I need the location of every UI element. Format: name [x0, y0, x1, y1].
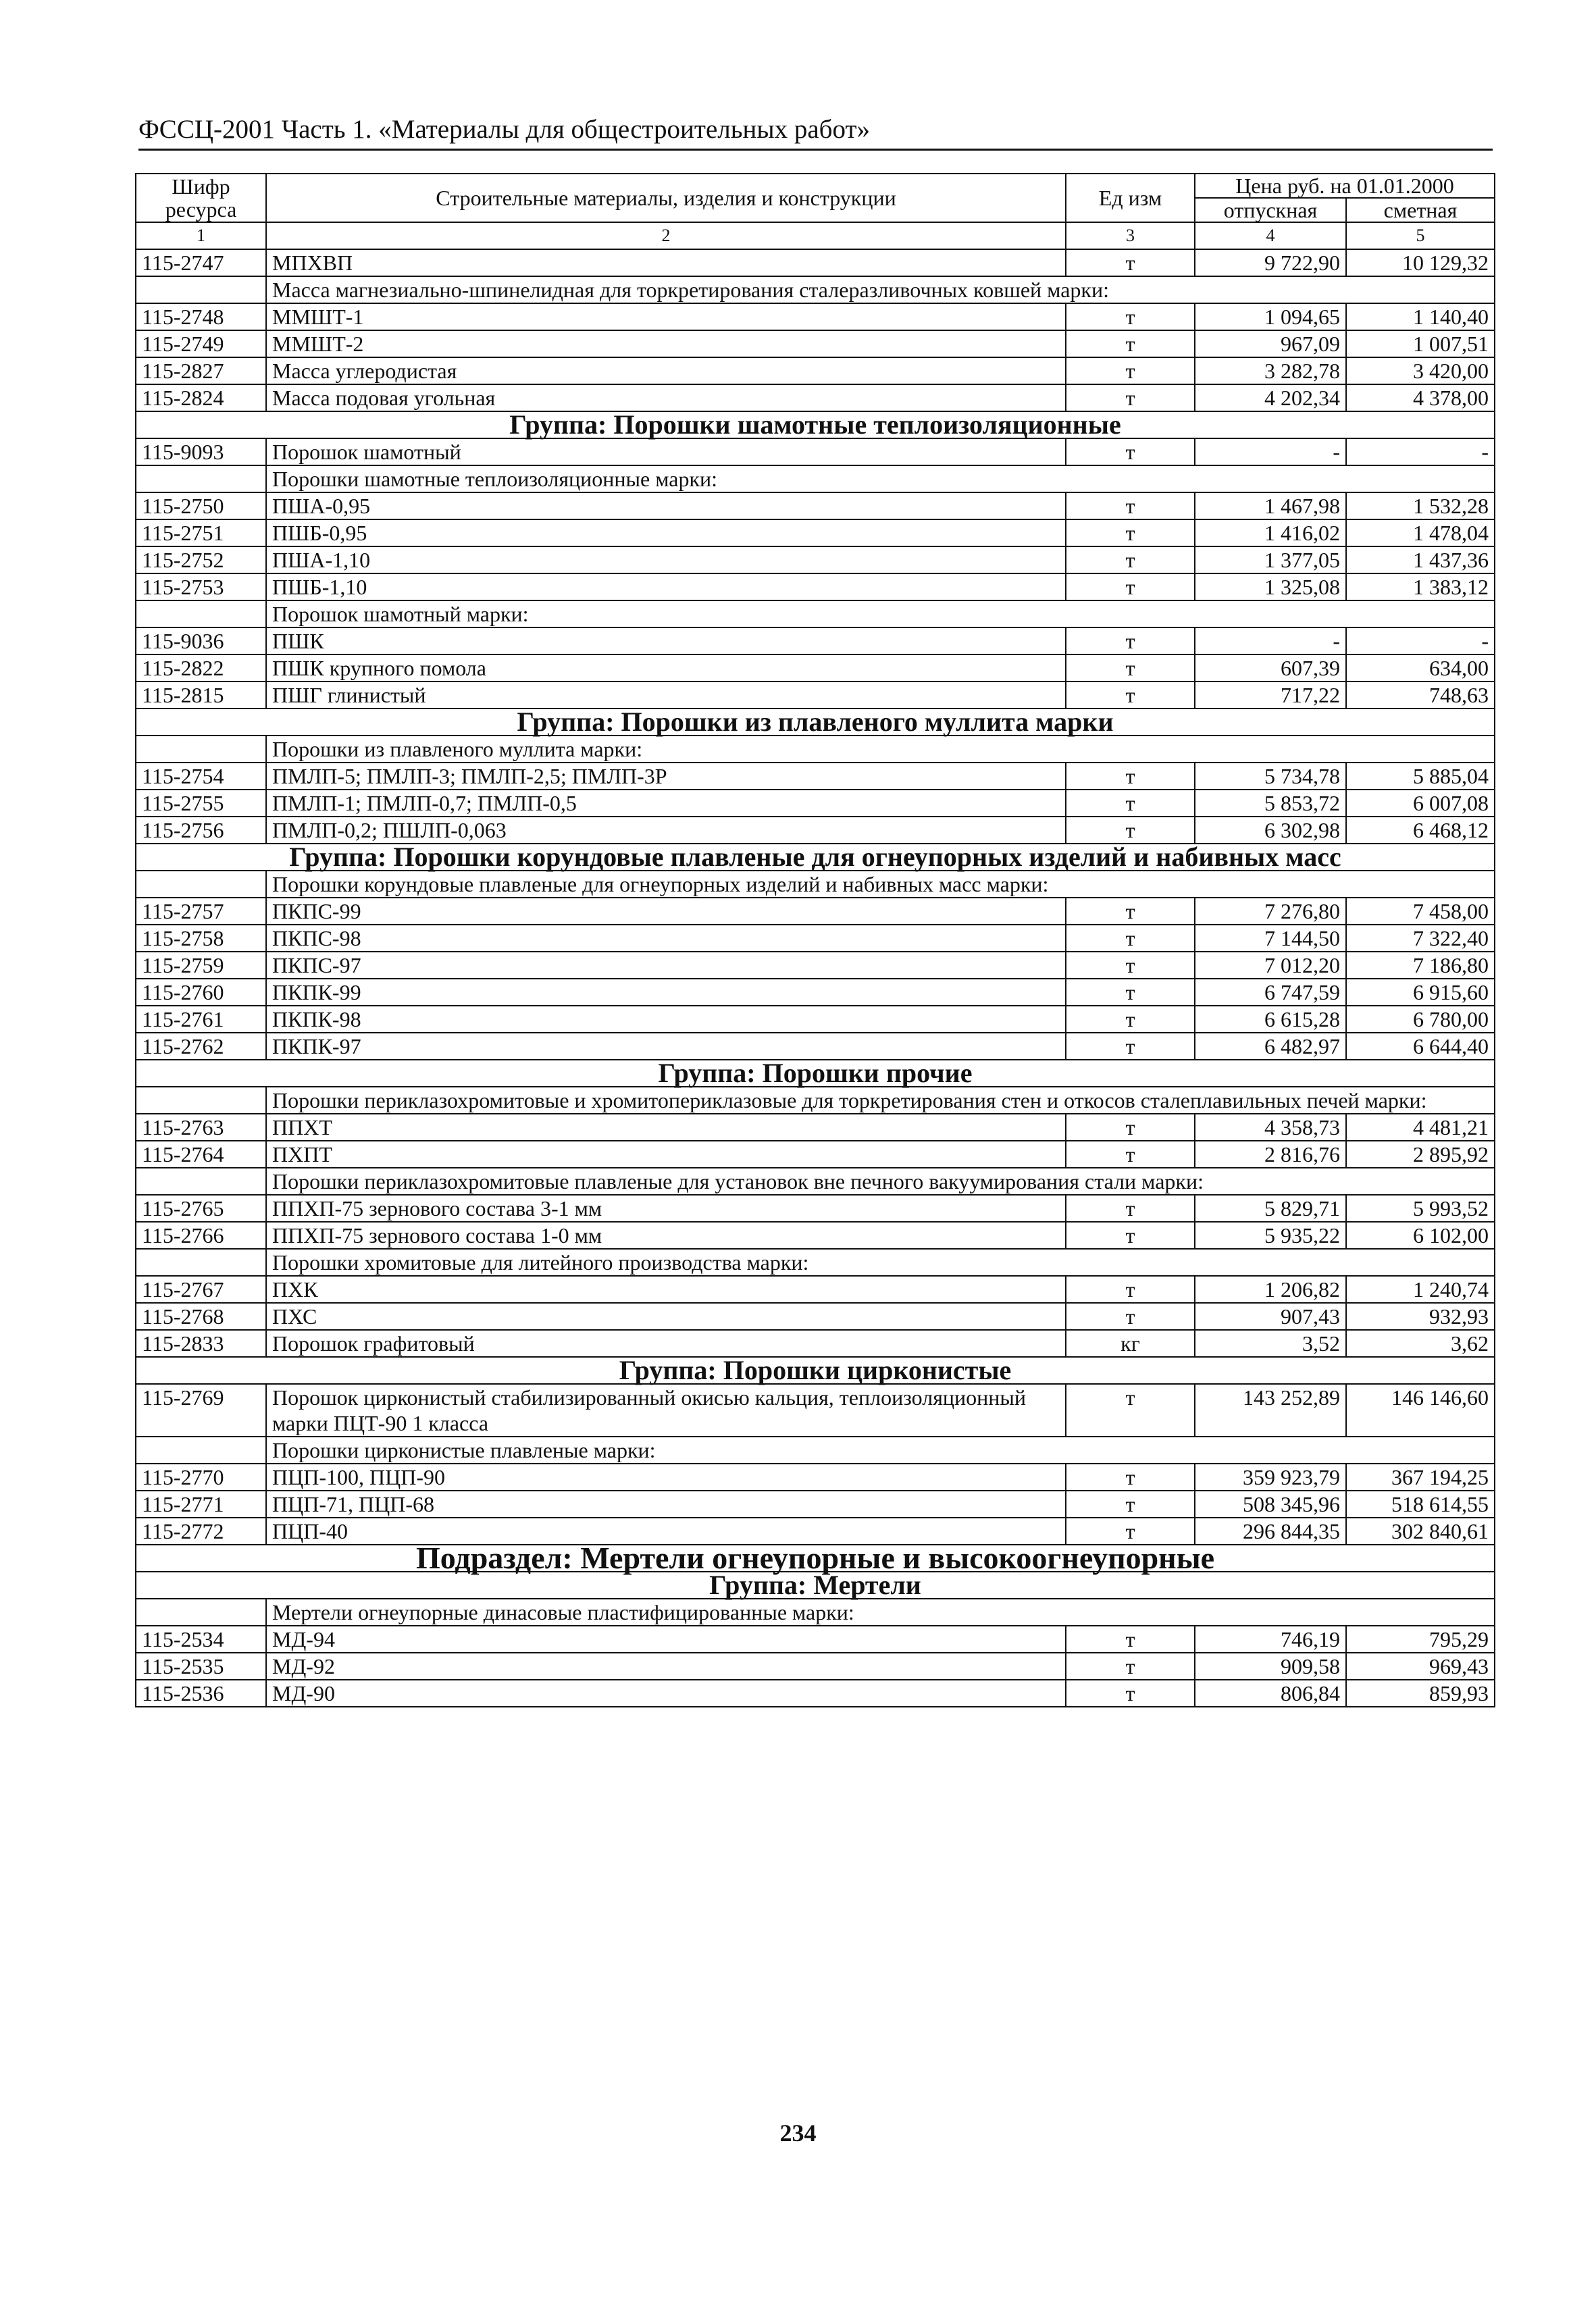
- material-name-cell: ПШБ-0,95: [266, 519, 1066, 546]
- resource-code-cell: 115-2754: [136, 763, 266, 790]
- material-name-cell: ПЦП-100, ПЦП-90: [266, 1464, 1066, 1491]
- material-name-cell: ПКПК-97: [266, 1033, 1066, 1060]
- col-header-release-price: отпускная: [1195, 198, 1346, 222]
- estimate-price-cell: 4 378,00: [1346, 384, 1495, 411]
- material-name-cell: Масса углеродистая: [266, 357, 1066, 384]
- unit-cell: т: [1066, 519, 1195, 546]
- release-price-cell: 7 012,20: [1195, 952, 1346, 979]
- estimate-price-cell: 1 007,51: [1346, 330, 1495, 357]
- note-row: [136, 871, 1495, 898]
- release-price-cell: 9 722,90: [1195, 249, 1346, 276]
- note-text: Порошки периклазохромитовые и хромитопериклазовые для торкретирования стен и откосов сталеплавильных печей марки:: [266, 1087, 1495, 1114]
- material-name-cell: Порошок цирконистый стабилизированный окисью кальция, теплоизоляционный марки ПЦТ-90 1 класса: [266, 1384, 1066, 1437]
- unit-cell: т: [1066, 925, 1195, 952]
- release-price-cell: 4 358,73: [1195, 1114, 1346, 1141]
- release-price-cell: 5 829,71: [1195, 1195, 1346, 1222]
- release-price-cell: 907,43: [1195, 1303, 1346, 1330]
- resource-code-cell: 115-2771: [136, 1491, 266, 1518]
- resource-code-cell: 115-2534: [136, 1626, 266, 1653]
- group-heading: Группа: Порошки из плавленого муллита марки: [136, 709, 1495, 736]
- release-price-cell: 143 252,89: [1195, 1384, 1346, 1437]
- empty-code-cell: [136, 1437, 266, 1464]
- table-row: [136, 952, 1495, 979]
- table-row: [136, 1464, 1495, 1491]
- group-heading: Группа: Мертели: [136, 1572, 1495, 1599]
- table-row: [136, 1626, 1495, 1653]
- material-name-cell: ППХП-75 зернового состава 1-0 мм: [266, 1222, 1066, 1249]
- unit-cell: т: [1066, 546, 1195, 573]
- table-row: [136, 1303, 1495, 1330]
- estimate-price-cell: 634,00: [1346, 654, 1495, 682]
- material-name-cell: ПХС: [266, 1303, 1066, 1330]
- release-price-cell: 1 206,82: [1195, 1276, 1346, 1303]
- material-name-cell: МД-90: [266, 1680, 1066, 1707]
- estimate-price-cell: 1 383,12: [1346, 573, 1495, 600]
- estimate-price-cell: 10 129,32: [1346, 249, 1495, 276]
- material-name-cell: ПМЛП-1; ПМЛП-0,7; ПМЛП-0,5: [266, 790, 1066, 817]
- estimate-price-cell: -: [1346, 627, 1495, 654]
- material-name-cell: ПШК: [266, 627, 1066, 654]
- estimate-price-cell: 7 186,80: [1346, 952, 1495, 979]
- group-heading: Группа: Порошки корундовые плавленые для огнеупорных изделий и набивных масс: [136, 844, 1495, 871]
- resource-code-cell: 115-2755: [136, 790, 266, 817]
- resource-code-cell: 115-2824: [136, 384, 266, 411]
- col-header-unit: Ед изм: [1066, 174, 1195, 222]
- unit-cell: т: [1066, 249, 1195, 276]
- estimate-price-cell: 367 194,25: [1346, 1464, 1495, 1491]
- group-heading: Группа: Порошки шамотные теплоизоляционные: [136, 411, 1495, 438]
- release-price-cell: 746,19: [1195, 1626, 1346, 1653]
- empty-code-cell: [136, 465, 266, 492]
- release-price-cell: 607,39: [1195, 654, 1346, 682]
- resource-code-cell: 115-2749: [136, 330, 266, 357]
- estimate-price-cell: 3,62: [1346, 1330, 1495, 1357]
- resource-code-cell: 115-2747: [136, 249, 266, 276]
- note-row: [136, 600, 1495, 627]
- note-row: [136, 1437, 1495, 1464]
- material-name-cell: ПКПС-99: [266, 898, 1066, 925]
- material-name-cell: ПКПК-98: [266, 1006, 1066, 1033]
- resource-code-cell: 115-2770: [136, 1464, 266, 1491]
- resource-code-cell: 115-2761: [136, 1006, 266, 1033]
- material-name-cell: ПКПС-98: [266, 925, 1066, 952]
- table-body: [136, 249, 1495, 1707]
- table-row: [136, 1680, 1495, 1707]
- release-price-cell: 3 282,78: [1195, 357, 1346, 384]
- table-row: [136, 1491, 1495, 1518]
- table-row: [136, 330, 1495, 357]
- note-row: [136, 1249, 1495, 1276]
- release-price-cell: 967,09: [1195, 330, 1346, 357]
- note-text: Масса магнезиально-шпинелидная для торкретирования сталеразливочных ковшей марки:: [266, 276, 1495, 303]
- release-price-cell: 7 144,50: [1195, 925, 1346, 952]
- empty-code-cell: [136, 1168, 266, 1195]
- estimate-price-cell: 932,93: [1346, 1303, 1495, 1330]
- note-row: [136, 276, 1495, 303]
- group-heading-row: [136, 411, 1495, 438]
- material-name-cell: ММШТ-2: [266, 330, 1066, 357]
- material-name-cell: МД-92: [266, 1653, 1066, 1680]
- col-header-code: Шифр ресурса: [136, 174, 266, 222]
- unit-cell: т: [1066, 682, 1195, 709]
- unit-cell: т: [1066, 303, 1195, 330]
- estimate-price-cell: 5 885,04: [1346, 763, 1495, 790]
- resource-code-cell: 115-2815: [136, 682, 266, 709]
- table-row: [136, 438, 1495, 465]
- release-price-cell: 4 202,34: [1195, 384, 1346, 411]
- table-row: [136, 627, 1495, 654]
- col-number: 3: [1066, 222, 1195, 249]
- unit-cell: кг: [1066, 1330, 1195, 1357]
- resource-code-cell: 115-2756: [136, 817, 266, 844]
- release-price-cell: 2 816,76: [1195, 1141, 1346, 1168]
- resource-code-cell: 115-2753: [136, 573, 266, 600]
- estimate-price-cell: 6 468,12: [1346, 817, 1495, 844]
- unit-cell: т: [1066, 1653, 1195, 1680]
- resource-code-cell: 115-2763: [136, 1114, 266, 1141]
- material-name-cell: Порошок графитовый: [266, 1330, 1066, 1357]
- table-row: [136, 763, 1495, 790]
- estimate-price-cell: 1 478,04: [1346, 519, 1495, 546]
- unit-cell: т: [1066, 1141, 1195, 1168]
- resource-code-cell: 115-9036: [136, 627, 266, 654]
- table-row: [136, 1114, 1495, 1141]
- estimate-price-cell: 6 007,08: [1346, 790, 1495, 817]
- release-price-cell: 1 467,98: [1195, 492, 1346, 519]
- resource-code-cell: 115-2827: [136, 357, 266, 384]
- resource-code-cell: 115-2757: [136, 898, 266, 925]
- estimate-price-cell: 4 481,21: [1346, 1114, 1495, 1141]
- resource-code-cell: 115-2758: [136, 925, 266, 952]
- unit-cell: т: [1066, 654, 1195, 682]
- empty-code-cell: [136, 1087, 266, 1114]
- release-price-cell: 909,58: [1195, 1653, 1346, 1680]
- estimate-price-cell: 1 140,40: [1346, 303, 1495, 330]
- page-header: ФССЦ-2001 Часть 1. «Материалы для общестроительных работ»: [138, 113, 1493, 151]
- unit-cell: т: [1066, 790, 1195, 817]
- note-text: Порошки из плавленого муллита марки:: [266, 736, 1495, 763]
- table-row: [136, 817, 1495, 844]
- note-text: Порошки хромитовые для литейного производства марки:: [266, 1249, 1495, 1276]
- estimate-price-cell: 7 458,00: [1346, 898, 1495, 925]
- empty-code-cell: [136, 1599, 266, 1626]
- unit-cell: т: [1066, 1303, 1195, 1330]
- table-row: [136, 1384, 1495, 1437]
- subsection-heading: Подраздел: Мертели огнеупорные и высокоогнеупорные: [136, 1545, 1495, 1572]
- release-price-cell: 717,22: [1195, 682, 1346, 709]
- resource-code-cell: 115-2766: [136, 1222, 266, 1249]
- estimate-price-cell: 7 322,40: [1346, 925, 1495, 952]
- material-name-cell: ММШТ-1: [266, 303, 1066, 330]
- table-row: [136, 925, 1495, 952]
- unit-cell: т: [1066, 492, 1195, 519]
- estimate-price-cell: 1 437,36: [1346, 546, 1495, 573]
- release-price-cell: 5 935,22: [1195, 1222, 1346, 1249]
- estimate-price-cell: 6 780,00: [1346, 1006, 1495, 1033]
- table-row: [136, 1222, 1495, 1249]
- group-heading: Группа: Порошки прочие: [136, 1060, 1495, 1087]
- resource-code-cell: 115-2751: [136, 519, 266, 546]
- unit-cell: т: [1066, 1222, 1195, 1249]
- unit-cell: т: [1066, 979, 1195, 1006]
- release-price-cell: 5 853,72: [1195, 790, 1346, 817]
- estimate-price-cell: 969,43: [1346, 1653, 1495, 1680]
- table-row: [136, 573, 1495, 600]
- table-row: [136, 492, 1495, 519]
- release-price-cell: 1 416,02: [1195, 519, 1346, 546]
- material-name-cell: ПХПТ: [266, 1141, 1066, 1168]
- col-number: 4: [1195, 222, 1346, 249]
- material-name-cell: ПКПК-99: [266, 979, 1066, 1006]
- col-header-price: Цена руб. на 01.01.2000: [1195, 174, 1495, 198]
- material-name-cell: ПШБ-1,10: [266, 573, 1066, 600]
- material-name-cell: ПША-1,10: [266, 546, 1066, 573]
- note-row: [136, 465, 1495, 492]
- col-number: 2: [266, 222, 1066, 249]
- note-text: Порошки цирконистые плавленые марки:: [266, 1437, 1495, 1464]
- material-name-cell: МПХВП: [266, 249, 1066, 276]
- empty-code-cell: [136, 1249, 266, 1276]
- resource-code-cell: 115-9093: [136, 438, 266, 465]
- release-price-cell: 7 276,80: [1195, 898, 1346, 925]
- estimate-price-cell: -: [1346, 438, 1495, 465]
- material-name-cell: ПЦП-40: [266, 1518, 1066, 1545]
- estimate-price-cell: 6 644,40: [1346, 1033, 1495, 1060]
- table-row: [136, 519, 1495, 546]
- release-price-cell: 1 377,05: [1195, 546, 1346, 573]
- release-price-cell: 5 734,78: [1195, 763, 1346, 790]
- material-name-cell: МД-94: [266, 1626, 1066, 1653]
- unit-cell: т: [1066, 1384, 1195, 1437]
- material-name-cell: ПЦП-71, ПЦП-68: [266, 1491, 1066, 1518]
- unit-cell: т: [1066, 952, 1195, 979]
- material-name-cell: ПШГ глинистый: [266, 682, 1066, 709]
- note-text: Порошок шамотный марки:: [266, 600, 1495, 627]
- table-row: [136, 1653, 1495, 1680]
- table-row: [136, 384, 1495, 411]
- estimate-price-cell: 795,29: [1346, 1626, 1495, 1653]
- empty-code-cell: [136, 600, 266, 627]
- unit-cell: т: [1066, 1464, 1195, 1491]
- estimate-price-cell: 6 915,60: [1346, 979, 1495, 1006]
- group-heading-row: [136, 1572, 1495, 1599]
- unit-cell: т: [1066, 384, 1195, 411]
- note-text: Порошки периклазохромитовые плавленые для установок вне печного вакуумирования стали марки:: [266, 1168, 1495, 1195]
- estimate-price-cell: 1 240,74: [1346, 1276, 1495, 1303]
- empty-code-cell: [136, 276, 266, 303]
- unit-cell: т: [1066, 817, 1195, 844]
- release-price-cell: -: [1195, 438, 1346, 465]
- unit-cell: т: [1066, 573, 1195, 600]
- resource-code-cell: 115-2752: [136, 546, 266, 573]
- resource-code-cell: 115-2767: [136, 1276, 266, 1303]
- estimate-price-cell: 1 532,28: [1346, 492, 1495, 519]
- col-header-name: Строительные материалы, изделия и конструкции: [266, 174, 1066, 222]
- table-row: [136, 1141, 1495, 1168]
- note-text: Мертели огнеупорные динасовые пластифицированные марки:: [266, 1599, 1495, 1626]
- group-heading-row: [136, 709, 1495, 736]
- unit-cell: т: [1066, 1491, 1195, 1518]
- table-row: [136, 654, 1495, 682]
- table-row: [136, 1330, 1495, 1357]
- estimate-price-cell: 302 840,61: [1346, 1518, 1495, 1545]
- resource-code-cell: 115-2750: [136, 492, 266, 519]
- unit-cell: т: [1066, 438, 1195, 465]
- page-number: 234: [779, 2119, 817, 2146]
- unit-cell: т: [1066, 1276, 1195, 1303]
- resource-code-cell: 115-2764: [136, 1141, 266, 1168]
- release-price-cell: 508 345,96: [1195, 1491, 1346, 1518]
- material-name-cell: ПМЛП-5; ПМЛП-3; ПМЛП-2,5; ПМЛП-3Р: [266, 763, 1066, 790]
- resource-code-cell: 115-2768: [136, 1303, 266, 1330]
- group-heading-row: [136, 844, 1495, 871]
- table-row: [136, 546, 1495, 573]
- material-name-cell: Масса подовая угольная: [266, 384, 1066, 411]
- resource-code-cell: 115-2759: [136, 952, 266, 979]
- resource-code-cell: 115-2765: [136, 1195, 266, 1222]
- unit-cell: т: [1066, 1680, 1195, 1707]
- material-name-cell: Порошок шамотный: [266, 438, 1066, 465]
- material-name-cell: ПША-0,95: [266, 492, 1066, 519]
- release-price-cell: 3,52: [1195, 1330, 1346, 1357]
- resource-code-cell: 115-2760: [136, 979, 266, 1006]
- table-row: [136, 1276, 1495, 1303]
- resource-code-cell: 115-2833: [136, 1330, 266, 1357]
- empty-code-cell: [136, 736, 266, 763]
- release-price-cell: 806,84: [1195, 1680, 1346, 1707]
- table-row: [136, 898, 1495, 925]
- unit-cell: т: [1066, 627, 1195, 654]
- resource-code-cell: 115-2762: [136, 1033, 266, 1060]
- unit-cell: т: [1066, 1195, 1195, 1222]
- group-heading-row: [136, 1357, 1495, 1384]
- material-name-cell: ППХТ: [266, 1114, 1066, 1141]
- empty-code-cell: [136, 871, 266, 898]
- table-row: [136, 790, 1495, 817]
- unit-cell: т: [1066, 330, 1195, 357]
- material-name-cell: ПХК: [266, 1276, 1066, 1303]
- material-name-cell: ППХП-75 зернового состава 3-1 мм: [266, 1195, 1066, 1222]
- release-price-cell: 6 747,59: [1195, 979, 1346, 1006]
- release-price-cell: 296 844,35: [1195, 1518, 1346, 1545]
- col-number: 5: [1346, 222, 1495, 249]
- estimate-price-cell: 859,93: [1346, 1680, 1495, 1707]
- unit-cell: т: [1066, 1518, 1195, 1545]
- estimate-price-cell: 518 614,55: [1346, 1491, 1495, 1518]
- note-text: Порошки шамотные теплоизоляционные марки:: [266, 465, 1495, 492]
- unit-cell: т: [1066, 1033, 1195, 1060]
- table-row: [136, 1033, 1495, 1060]
- table-row: [136, 1195, 1495, 1222]
- release-price-cell: -: [1195, 627, 1346, 654]
- material-name-cell: ПШК крупного помола: [266, 654, 1066, 682]
- release-price-cell: 6 615,28: [1195, 1006, 1346, 1033]
- table-row: [136, 979, 1495, 1006]
- unit-cell: т: [1066, 763, 1195, 790]
- release-price-cell: 1 094,65: [1195, 303, 1346, 330]
- table-row: [136, 303, 1495, 330]
- estimate-price-cell: 146 146,60: [1346, 1384, 1495, 1437]
- unit-cell: т: [1066, 1626, 1195, 1653]
- subsection-heading-row: [136, 1545, 1495, 1572]
- release-price-cell: 6 302,98: [1195, 817, 1346, 844]
- note-row: [136, 1087, 1495, 1114]
- release-price-cell: 359 923,79: [1195, 1464, 1346, 1491]
- resource-code-cell: 115-2772: [136, 1518, 266, 1545]
- unit-cell: т: [1066, 1114, 1195, 1141]
- unit-cell: т: [1066, 1006, 1195, 1033]
- table-row: [136, 249, 1495, 276]
- unit-cell: т: [1066, 898, 1195, 925]
- resource-code-cell: 115-2535: [136, 1653, 266, 1680]
- note-row: [136, 736, 1495, 763]
- estimate-price-cell: 3 420,00: [1346, 357, 1495, 384]
- estimate-price-cell: 5 993,52: [1346, 1195, 1495, 1222]
- table-row: [136, 1006, 1495, 1033]
- group-heading-row: [136, 1060, 1495, 1087]
- table-row: [136, 357, 1495, 384]
- estimate-price-cell: 748,63: [1346, 682, 1495, 709]
- estimate-price-cell: 6 102,00: [1346, 1222, 1495, 1249]
- price-table: [135, 173, 1495, 1707]
- material-name-cell: ПКПС-97: [266, 952, 1066, 979]
- resource-code-cell: 115-2822: [136, 654, 266, 682]
- release-price-cell: 6 482,97: [1195, 1033, 1346, 1060]
- col-number: 1: [136, 222, 266, 249]
- note-row: [136, 1168, 1495, 1195]
- resource-code-cell: 115-2769: [136, 1384, 266, 1437]
- resource-code-cell: 115-2748: [136, 303, 266, 330]
- note-row: [136, 1599, 1495, 1626]
- note-text: Порошки корундовые плавленые для огнеупорных изделий и набивных масс марки:: [266, 871, 1495, 898]
- release-price-cell: 1 325,08: [1195, 573, 1346, 600]
- col-header-estimate-price: сметная: [1346, 198, 1495, 222]
- resource-code-cell: 115-2536: [136, 1680, 266, 1707]
- material-name-cell: ПМЛП-0,2; ПШЛП-0,063: [266, 817, 1066, 844]
- estimate-price-cell: 2 895,92: [1346, 1141, 1495, 1168]
- unit-cell: т: [1066, 357, 1195, 384]
- group-heading: Группа: Порошки цирконистые: [136, 1357, 1495, 1384]
- table-row: [136, 682, 1495, 709]
